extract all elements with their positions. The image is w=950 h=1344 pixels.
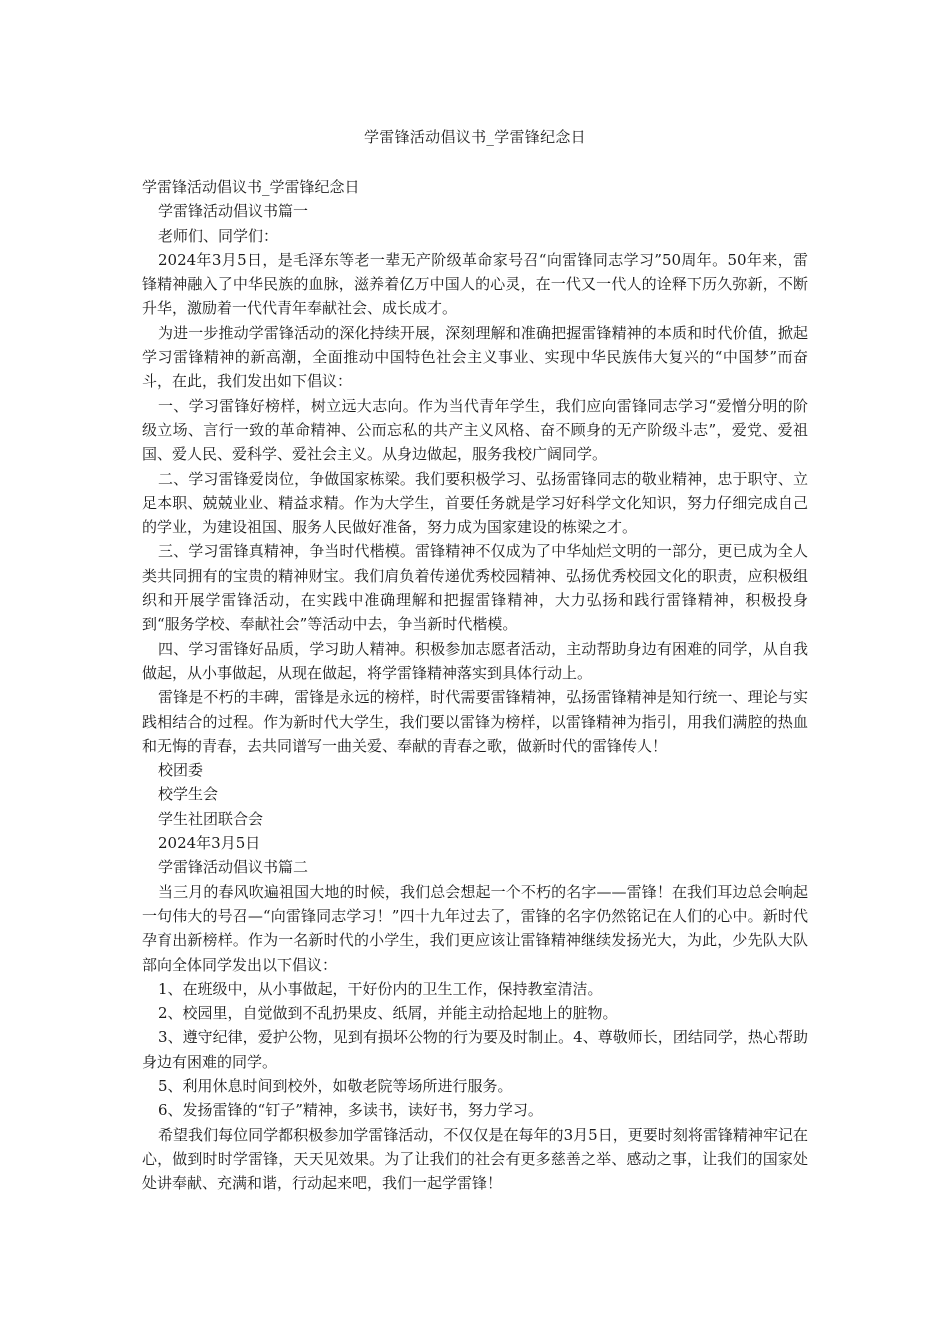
paragraph: 四、学习雷锋好品质，学习助人精神。积极参加志愿者活动，主动帮助身边有困难的同学，从自我做起，从小事做起，从现在做起，将学雷锋精神落实到具体行动上。	[142, 639, 808, 682]
paragraph: 老师们、同学们：	[158, 226, 279, 245]
paragraph: 三、学习雷锋真精神，争当时代楷模。雷锋精神不仅成为了中华灿烂文明的一部分，更已成为全人类共同拥有的宝贵的精神财宝。我们肩负着传递优秀校园精神、弘扬优秀校园文化的职责，应积极组织和开展学雷锋活动，在实践中准确理解和把握雷锋精神，大力弘扬和践行雷锋精神，积极投身到“服务学校、奉献社会”等活动中去，争当新时代楷模。	[142, 542, 808, 634]
paragraph: 当三月的春风吹遍祖国大地的时候，我们总会想起一个不朽的名字——雷锋！在我们耳边总会响起一句伟大的号召—“向雷锋同志学习！”四十九年过去了，雷锋的名字仍然铭记在人们的心中。新时代孕育出新榜样。作为一名新时代的小学生，我们更应该让雷锋精神继续发扬光大，为此，少先队大队部向全体同学发出以下倡议：	[142, 882, 808, 974]
paragraph: 雷锋是不朽的丰碑，雷锋是永远的榜样，时代需要雷锋精神，弘扬雷锋精神是知行统一、理论与实践相结合的过程。作为新时代大学生，我们要以雷锋为榜样，以雷锋精神为指引，用我们满腔的热血和无悔的青春，去共同谱写一曲关爱、奉献的青春之歌，做新时代的雷锋传人！	[142, 688, 808, 755]
paragraph: 学雷锋活动倡议书_学雷锋纪念日	[142, 178, 360, 196]
document-body	[142, 175, 808, 1195]
paragraph: 校团委	[158, 761, 204, 780]
paragraph: 2024年3月5日，是毛泽东等老一辈无产阶级革命家号召“向雷锋同志学习”50周年。50年来，雷锋精神融入了中华民族的血脉，滋养着亿万中国人的心灵，在一代又一代人的诠释下历久弥新，不断升华，激励着一代代青年奉献社会、成长成才。	[142, 250, 808, 318]
paragraph: 2、校园里，自觉做到不乱扔果皮、纸屑，并能主动拾起地上的脏物。	[158, 1004, 618, 1023]
paragraph: 学生社团联合会	[158, 809, 264, 828]
paragraph: 学雷锋活动倡议书篇二	[158, 858, 309, 877]
paragraph: 3、遵守纪律，爱护公物，见到有损坏公物的行为要及时制止。4、尊敬师长，团结同学，热心帮助身边有困难的同学。	[142, 1028, 808, 1071]
paragraph: 学雷锋活动倡议书篇一	[158, 202, 309, 221]
paragraph: 二、学习雷锋爱岗位，争做国家栋梁。我们要积极学习、弘扬雷锋同志的敬业精神，忠于职守、立足本职、兢兢业业、精益求精。作为大学生，首要任务就是学习好科学文化知识，努力仔细完成自己的学业，为建设祖国、服务人民做好准备，努力成为国家建设的栋梁之才。	[142, 469, 808, 537]
paragraph: 1、在班级中，从小事做起，干好份内的卫生工作，保持教室清洁。	[158, 979, 603, 998]
paragraph: 一、学习雷锋好榜样，树立远大志向。作为当代青年学生，我们应向雷锋同志学习“爱憎分明的阶级立场、言行一致的革命精神、公而忘私的共产主义风格、奋不顾身的无产阶级斗志”，爱党、爱祖国、爱人民、爱科学、爱社会主义。从身边做起，服务我校广阔同学。	[142, 396, 808, 464]
paragraph: 2024年3月5日	[158, 834, 261, 853]
paragraph: 6、发扬雷锋的“钉子”精神，多读书，读好书，努力学习。	[158, 1101, 543, 1120]
paragraph: 为进一步推动学雷锋活动的深化持续开展，深刻理解和准确把握雷锋精神的本质和时代价值，掀起学习雷锋精神的新高潮，全面推动中国特色社会主义事业、实现中华民族伟大复兴的“中国梦”而奋斗，在此，我们发出如下倡议：	[142, 323, 808, 391]
paragraph: 校学生会	[158, 785, 219, 804]
paragraph: 5、利用休息时间到校外，如敬老院等场所进行服务。	[158, 1076, 513, 1095]
paragraph: 希望我们每位同学都积极参加学雷锋活动，不仅仅是在每年的3月5日，更要时刻将雷锋精神牢记在心，做到时时学雷锋，天天见效果。为了让我们的社会有更多慈善之举、感动之事，让我们的国家处处讲奉献、充满和谐，行动起来吧，我们一起学雷锋！	[142, 1125, 808, 1193]
document-title: 学雷锋活动倡议书_学雷锋纪念日	[363, 128, 586, 146]
